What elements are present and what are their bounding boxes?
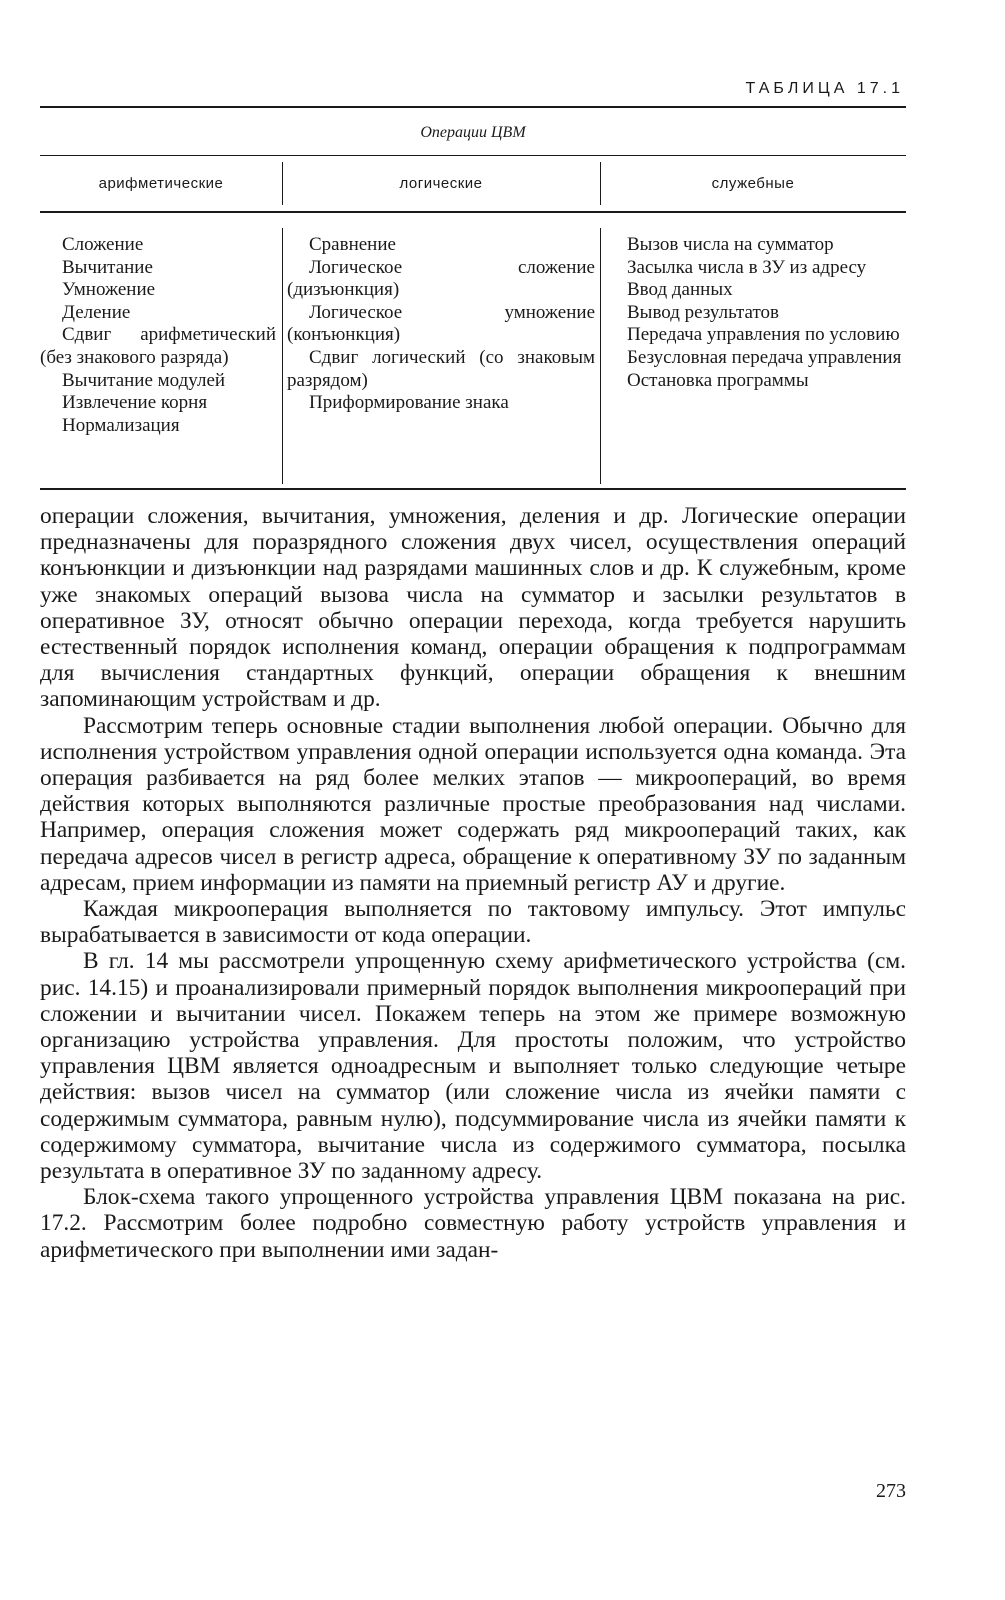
column-arithmetic: [40, 234, 276, 437]
table-item: Сравнение: [309, 234, 396, 255]
table-bottom-rule: [40, 488, 906, 490]
table-item: Вывод результатов: [627, 301, 780, 323]
table-item: Умножение: [62, 279, 156, 301]
table-item: Передача управления по условию: [627, 324, 900, 346]
table-item: Сдвиг арифметический (без знакового разряда): [40, 324, 276, 368]
column-service: [605, 234, 906, 392]
table-item: Вычитание: [62, 256, 153, 278]
table-item: Нормализация: [62, 414, 180, 436]
caption-rule: [40, 155, 906, 156]
book-page: [40, 0, 906, 1600]
table-top-rule: [40, 106, 906, 108]
table-item: Вызов числа на сумматор: [627, 234, 834, 255]
header-divider-2: [600, 162, 601, 205]
table-item: Извлечение корня: [62, 392, 208, 414]
paragraph: В гл. 14 мы рассмотрели упрощенную схему арифметического устройства (см. рис. 14.15) и проанализировали примерный порядок выполнения микроопераций при сложении и вычитании чисел. Покажем теперь на этом же примере возможную организацию устройства управления. Для простоты положим, что устройство управления ЦВМ является одноадресным и выполняет только следующие четыре действия: вызов чисел на сумматор (или сложение числа из ячейки памяти с содержимым сумматора, равным нулю), подсуммирование числа из ячейки памяти к содержимому сумматора, вычитание числа из содержимого сумматора, посылка результата в оперативное ЗУ по заданному адресу.: [40, 948, 906, 1185]
table-label: ТАБЛИЦА 17.1: [745, 80, 904, 97]
table-item: Приформирование знака: [309, 392, 509, 414]
table-item: Ввод данных: [627, 279, 733, 301]
table-item: Вычитание модулей: [62, 369, 226, 391]
column-divider-2: [600, 228, 601, 484]
table-item: Безусловная передача управления: [627, 346, 902, 368]
paragraph: Рассмотрим теперь основные стадии выполнения любой операции. Обычно для исполнения устройством управления одной операции используется одна команда. Эта операция разбивается на ряд более мелких этапов — микроопераций, во время действия которых выполняются различные простые преобразования над числами. Например, операция сложения может содержать ряд микроопераций таких, как передача адресов чисел в регистр адреса, обращение к оперативному ЗУ по заданным адресам, прием информации из памяти на приемный регистр АУ и другие.: [40, 712, 906, 896]
column-divider-1: [282, 228, 283, 484]
paragraph: Каждая микрооперация выполняется по тактовому импульсу. Этот импульс вырабатывается в зависимости от кода операции.: [40, 896, 906, 949]
paragraph: операции сложения, вычитания, умножения, деления и др. Логические операции предназначены для поразрядного сложения двух чисел, осуществления операций конъюнкции и дизъюнкции над разрядами машинных слов и др. К служебным, кроме уже знакомых операций вызова числа на сумматор и засылки результатов в оперативное ЗУ, относят обычно операции перехода, когда требуется нарушить естественный порядок исполнения команд, операции обращения к подпрограммам для вычисления стандартных функций, операции обращения к внешним запоминающим устройствам и др.: [40, 503, 906, 713]
paragraph: Блок-схема такого упрощенного устройства управления ЦВМ показана на рис. 17.2. Рассмотрим более подробно совместную работу устройств управления и арифметического при выполнении ими задан-: [40, 1184, 906, 1263]
table-item: Засылка числа в ЗУ из адресу: [627, 256, 867, 278]
column-logical: [287, 234, 595, 415]
column-header-logical: логические: [399, 175, 483, 192]
table-item: Деление: [62, 301, 131, 323]
table-item: Остановка программы: [627, 369, 809, 391]
table-caption: Операции ЦВМ: [420, 124, 526, 141]
header-divider-1: [282, 162, 283, 205]
column-header-service: служебные: [711, 175, 795, 192]
column-header-arithmetic: арифметические: [98, 175, 224, 192]
table-item: Логическое умножение (конъюнкция): [287, 301, 595, 346]
table-item: Логическое сложение (дизъюнкция): [287, 256, 595, 301]
header-rule: [40, 211, 906, 213]
table-item: Сдвиг логический (со знаковым разрядом): [287, 346, 595, 391]
page-number: 273: [876, 1480, 906, 1502]
table-item: Сложение: [62, 234, 144, 255]
body-text: [40, 503, 906, 1263]
